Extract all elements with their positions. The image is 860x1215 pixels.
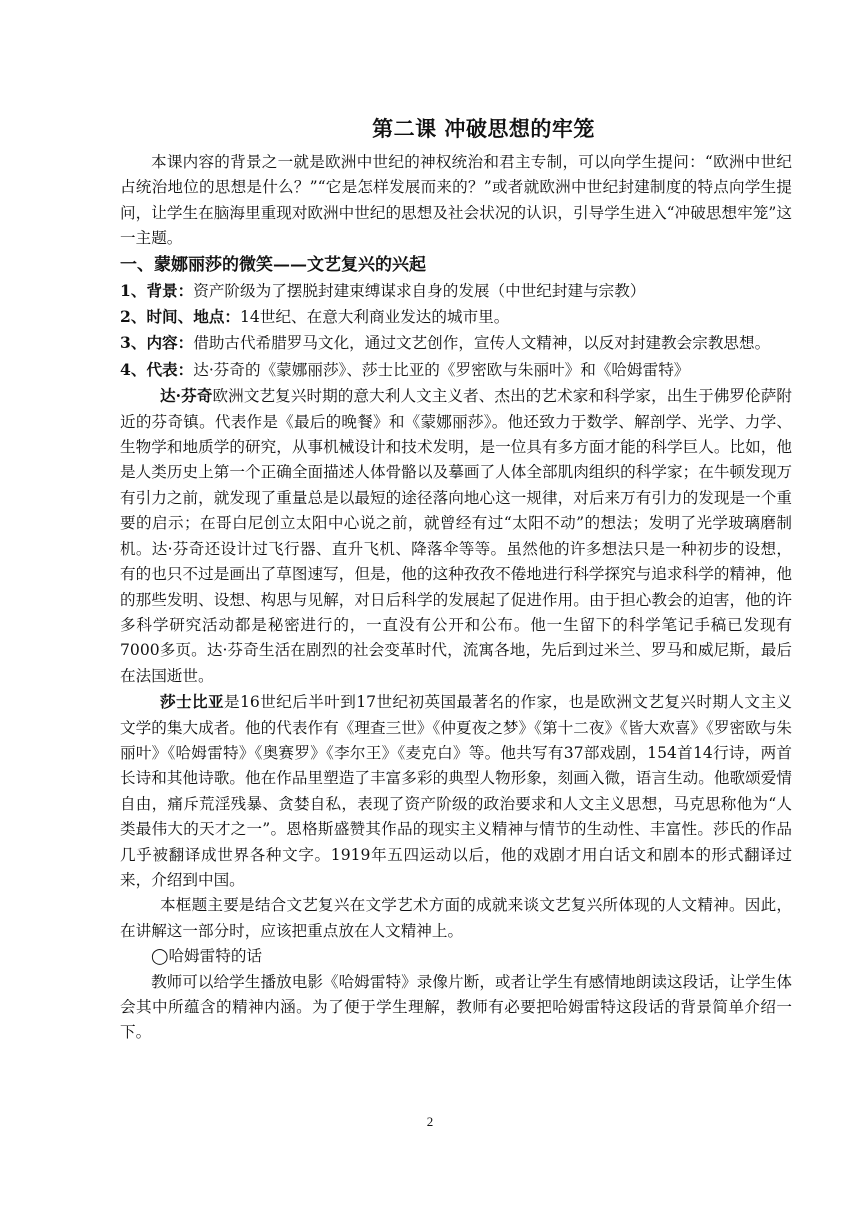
hamlet-paragraph: 教师可以给学生播放电影《哈姆雷特》录像片断，或者让学生有感情地朗读这段话，让学生体会其中所蕴含的精神内涵。为了便于学生理解，教师有必要把哈姆雷特这段话的背景简单介绍一下。 — [120, 972, 792, 1042]
section-heading: 一、蒙娜丽莎的微笑——文艺复兴的兴起 — [120, 254, 426, 275]
item-text: 借助古代希腊罗马文化，通过文艺创作，宣传人文精神，以反对封建教会宗教思想。 — [193, 334, 771, 353]
intro-paragraph: 本课内容的背景之一就是欧洲中世纪的神权统治和君主专制，可以向学生提问：“欧洲中世纪占统治地位的思想是什么？”“它是怎样发展而来的？”或者就欧洲中世纪封建制度的特点向学生提问，让学生在脑海里重现对欧洲中世纪的思想及社会状况的认识，引导学生进入“冲破思想牢笼”这一主题。 — [120, 153, 792, 248]
item-content — [120, 330, 792, 356]
summary-paragraph: 本框题主要是结合文艺复兴在文学艺术方面的成就来谈文艺复兴所体现的人文精神。因此，在讲解这一部分时，应该把重点放在人文精神上。 — [120, 896, 792, 940]
davinci-name: 达·芬奇 — [160, 386, 213, 406]
hamlet-heading: ◯哈姆雷特的话 — [151, 947, 263, 966]
document-page — [120, 112, 792, 1046]
lesson-title: 第二课 冲破思想的牢笼 — [372, 116, 595, 141]
item-text: 资产阶级为了摆脱封建束缚谋求自身的发展（中世纪封建与宗教） — [193, 281, 646, 300]
davinci-text: 欧洲文艺复兴时期的意大利人文主义者、杰出的艺术家和科学家，出生于佛罗伦萨附近的芬奇镇。代表作是《最后的晚餐》和《蒙娜丽莎》。他还致力于数学、解剖学、光学、力学、生物学和地质学的研究，从事机械设计和技术发明，是一位具有多方面才能的科学巨人。比如，他是人类历史上第一个正确全面描述人体骨骼以及摹画了人体全部肌肉组织的科学家；在牛顿发现万有引力之前，就发现了重量总是以最短的途径落向地心这一规律，对后来万有引力的发现是一个重要的启示；在哥白尼创立太阳中心说之前，就曾经有过“太阳不动”的想法；发明了光学玻璃磨制机。达·芬奇还设计过飞行器、直升飞机、降落伞等等。虽然他的许多想法只是一种初步的设想，有的也只不过是画出了草图速写，但是，他的这种孜孜不倦地进行科学探究与追求科学的精神，他的那些发明、设想、构思与见解，对日后科学的发展起了促进作用。由于担心教会的迫害，他的许多科学研究活动都是秘密进行的，一直没有公开和公布。他一生留下的科学笔记手稿已发现有7000多页。达·芬奇生活在剧烈的社会变革时代，流寓各地，先后到过米兰、罗马和威尼斯，最后在法国逝世。 — [120, 387, 792, 685]
item-time-place — [120, 304, 792, 330]
shakespeare-text: 是16世纪后半叶到17世纪初英国最著名的作家，也是欧洲文艺复兴时期人文主义文学的集大成者。他的代表作有《理查三世》《仲夏夜之梦》《第十二夜》《皆大欢喜》《罗密欧与朱丽叶》《哈姆雷特》《奥赛罗》《李尔王》《麦克白》等。他共写有37部戏剧，154首14行诗，两首长诗和其他诗歌。他在作品里塑造了丰富多彩的典型人物形象，刻画入微，语言生动。他歌颂爱情自由，痛斥荒淫残暴、贪婪自私，表现了资产阶级的政治要求和人文主义思想，马克思称他为“人类最伟大的天才之一”。恩格斯盛赞其作品的现实主义精神与情节的生动性、丰富性。莎氏的作品几乎被翻译成世界各种文字。1919年五四运动以后，他的戏剧才用白话文和剧本的形式翻译过来，介绍到中国。 — [120, 693, 792, 889]
page-number: 2 — [426, 1114, 434, 1129]
item-representatives — [120, 357, 792, 383]
item-text: 达·芬奇的《蒙娜丽莎》、莎士比亚的《罗密欧与朱丽叶》和《哈姆雷特》 — [193, 360, 690, 379]
shakespeare-paragraph — [120, 689, 792, 893]
item-label: 2、时间、地点： — [120, 307, 241, 327]
shakespeare-name: 莎士比亚 — [160, 692, 224, 712]
davinci-paragraph — [120, 383, 792, 689]
item-text: 14世纪、在意大利商业发达的城市里。 — [240, 308, 510, 327]
item-label: 1、背景： — [120, 280, 194, 300]
item-label: 4、代表： — [120, 359, 194, 379]
item-label: 3、内容： — [120, 333, 194, 353]
item-background — [120, 278, 792, 304]
